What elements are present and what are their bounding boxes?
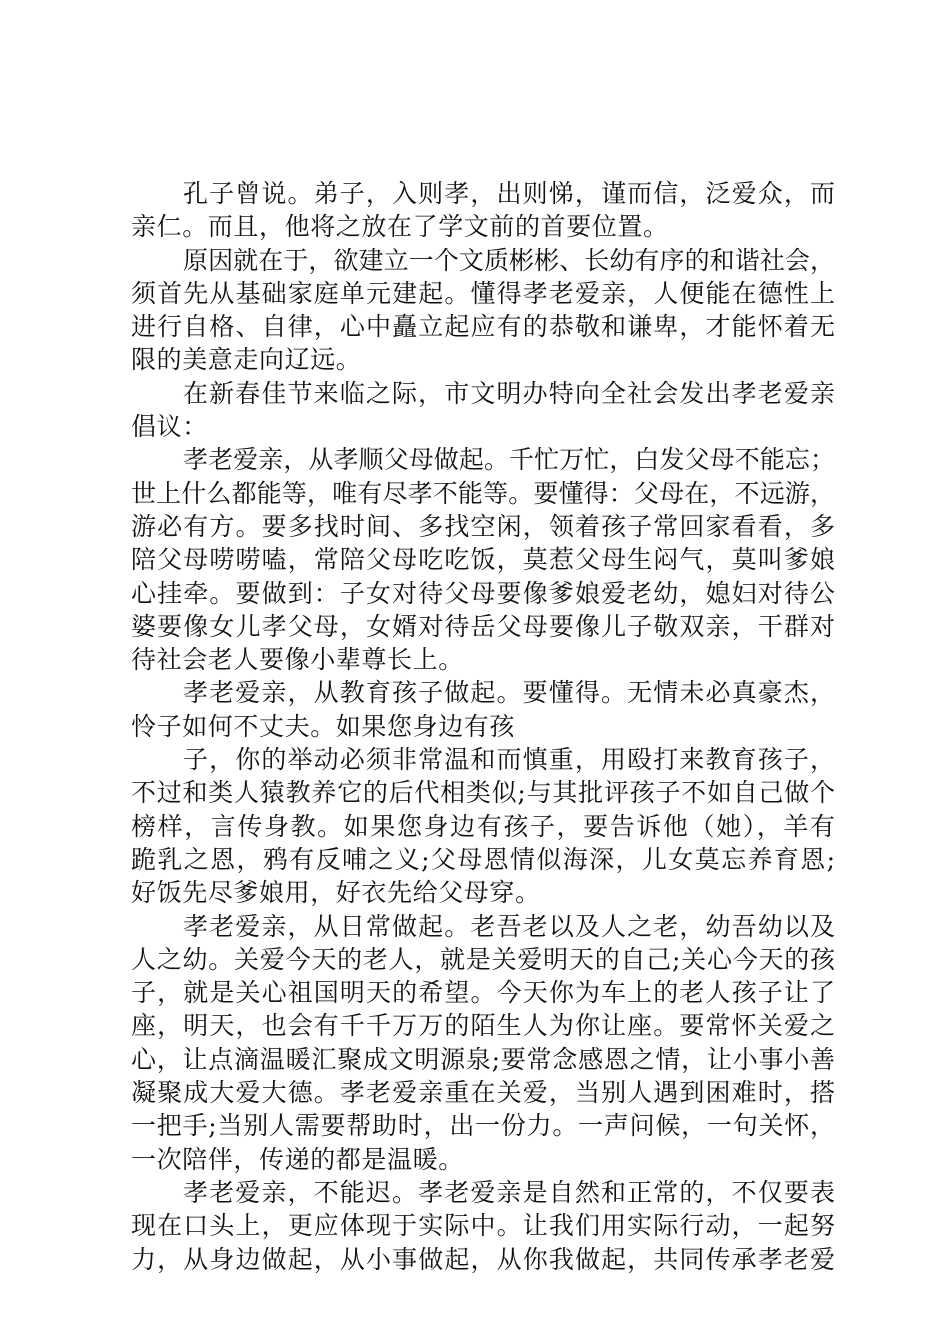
text-line: 不过和类人猿教养它的后代相类似;与其批评孩子不如自己做个 xyxy=(131,778,835,808)
text-line: 亲仁。而且，他将之放在了学文前的首要位置。 xyxy=(131,212,669,242)
text-line: 游必有方。要多找时间、多找空闲，领着孩子常回家看看，多 xyxy=(131,511,835,541)
text-line: 跪乳之恩，鸦有反哺之义;父母恩情似海深，儿女莫忘养育恩; xyxy=(131,844,835,874)
text-line: 世上什么都能等，唯有尽孝不能等。要懂得：父母在，不远游， xyxy=(131,478,835,508)
text-line: 孝老爱亲，从教育孩子做起。要懂得。无情未必真豪杰， xyxy=(183,678,835,708)
text-line: 一把手;当别人需要帮助时，出一份力。一声问候，一句关怀， xyxy=(131,1111,835,1141)
text-line: 待社会老人要像小辈尊长上。 xyxy=(131,645,464,675)
text-line: 婆要像女儿孝父母，女婿对待岳父母要像儿子敬双亲，干群对 xyxy=(131,611,835,641)
text-line: 好饭先尽爹娘用，好衣先给父母穿。 xyxy=(131,878,541,908)
text-line: 心，让点滴温暖汇聚成文明源泉;要常念感恩之情，让小事小善 xyxy=(131,1044,835,1074)
text-line: 一次陪伴，传递的都是温暖。 xyxy=(131,1144,464,1174)
text-line: 须首先从基础家庭单元建起。懂得孝老爱亲，人便能在德性上 xyxy=(131,278,835,308)
text-line: 人之幼。关爱今天的老人，就是关爱明天的自己;关心今天的孩 xyxy=(131,944,835,974)
text-line: 凝聚成大爱大德。孝老爱亲重在关爱，当别人遇到困难时，搭 xyxy=(131,1078,835,1108)
text-line: 限的美意走向辽远。 xyxy=(131,345,362,375)
text-line: 进行自格、自律，心中矗立起应有的恭敬和谦卑，才能怀着无 xyxy=(131,312,835,342)
document-body xyxy=(131,177,835,1276)
text-line: 座，明天，也会有千千万万的陌生人为你让座。要常怀关爱之 xyxy=(131,1011,835,1041)
text-line: 子，就是关心祖国明天的希望。今天你为车上的老人孩子让了 xyxy=(131,978,835,1008)
text-line: 现在口头上，更应体现于实际中。让我们用实际行动，一起努 xyxy=(131,1211,835,1241)
text-line: 在新春佳节来临之际，市文明办特向全社会发出孝老爱亲 xyxy=(183,378,835,408)
text-line: 孔子曾说。弟子，入则孝，出则悌，谨而信，泛爱众，而 xyxy=(183,179,835,208)
text-line: 榜样，言传身教。如果您身边有孩子，要告诉他（她），羊有 xyxy=(131,811,835,841)
text-line: 陪父母唠唠嗑，常陪父母吃吃饭，莫惹父母生闷气，莫叫爹娘 xyxy=(131,545,835,575)
text-line: 孝老爱亲，从日常做起。老吾老以及人之老，幼吾幼以及 xyxy=(183,911,835,941)
text-line: 子，你的举动必须非常温和而慎重，用殴打来教育孩子， xyxy=(183,745,835,775)
text-line: 孝老爱亲，从孝顺父母做起。千忙万忙，白发父母不能忘； xyxy=(183,445,835,475)
text-line: 怜子如何不丈夫。如果您身边有孩 xyxy=(131,711,516,741)
text-line: 孝老爱亲，不能迟。孝老爱亲是自然和正常的，不仅要表 xyxy=(183,1177,835,1207)
text-line: 倡议： xyxy=(131,412,208,442)
text-line: 力，从身边做起，从小事做起，从你我做起，共同传承孝老爱 xyxy=(131,1244,835,1274)
text-line: 原因就在于，欲建立一个文质彬彬、长幼有序的和谐社会， xyxy=(183,245,835,275)
text-line: 心挂牵。要做到：子女对待父母要像爹娘爱老幼，媳妇对待公 xyxy=(131,578,835,608)
